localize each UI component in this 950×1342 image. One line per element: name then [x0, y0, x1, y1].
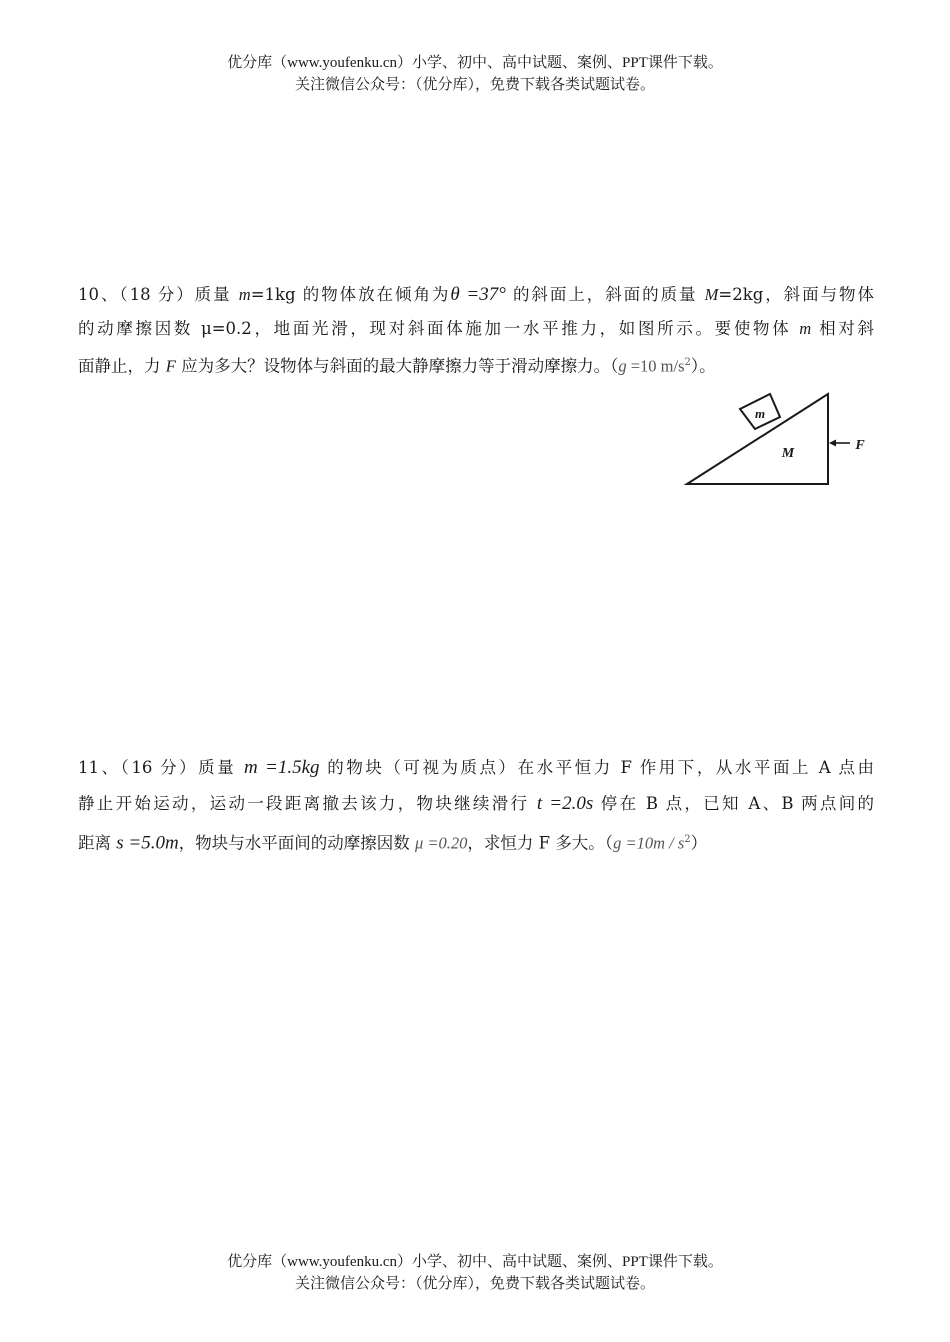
incline-figure	[682, 388, 874, 490]
text: 停在 B 点，已知 A、B 两点间的	[593, 794, 875, 813]
text: 的动摩擦因数 μ=0.2，地面光滑，现对斜面体施加一水平推力，如图所示。要使物体	[78, 319, 800, 338]
text: 距离	[78, 833, 117, 853]
text: ）	[690, 833, 708, 853]
incline-label: M	[781, 446, 795, 461]
text: 10、（18 分）质量	[78, 285, 239, 304]
text: =1kg 的物体放在倾角为	[250, 285, 451, 304]
time-value: t =2.0s	[536, 793, 594, 814]
footer-line-1	[0, 1251, 950, 1273]
math-var: m	[238, 285, 251, 304]
math-var: F	[165, 356, 176, 376]
footer-line-2: 关注微信公众号：（优分库），免费下载各类试题试卷。	[294, 1274, 655, 1292]
text: 面静止，力	[78, 356, 166, 376]
text: 11、（16 分）质量	[78, 758, 244, 777]
force-arrow-head	[829, 440, 836, 447]
text: 相对斜	[811, 319, 874, 338]
footer-text: 课件下载。	[647, 1252, 723, 1270]
exponent: 2	[684, 357, 691, 368]
question-10-line-2	[78, 312, 874, 346]
footer-site-link[interactable]: www.youfenku.cn	[287, 1254, 397, 1270]
header-line-1	[0, 52, 950, 74]
header-site-link[interactable]: www.youfenku.cn	[287, 55, 397, 71]
footer-text: PPT	[622, 1254, 648, 1270]
text: 应为多大？设物体与斜面的最大静摩擦力等于滑动摩擦力。（	[175, 356, 619, 376]
math-var: M	[704, 285, 719, 304]
block-label: m	[754, 406, 766, 421]
gravity-value: g =10m / s	[613, 833, 685, 853]
question-11-line-3	[78, 822, 874, 862]
header-text: 课件下载。	[647, 53, 723, 71]
exponent: 2	[684, 834, 691, 845]
text: ，求恒力 F 多大。（	[467, 833, 614, 853]
page-footer	[0, 1251, 950, 1294]
page-header	[0, 52, 950, 95]
gravity-value: =10 m/s	[626, 356, 685, 376]
header-text: 优分库（	[227, 53, 288, 71]
question-11	[78, 750, 874, 862]
text: =2kg，斜面与物体	[718, 285, 874, 304]
question-10-line-1	[78, 278, 874, 312]
question-11-line-2	[78, 786, 874, 822]
question-11-line-1	[78, 750, 874, 786]
mass-value: m =1.5kg	[244, 757, 320, 778]
math-var: m	[799, 319, 812, 338]
header-text: ）小学、初中、高中试题、案例、	[396, 53, 622, 71]
text: 的物块（可视为质点）在水平恒力 F 作用下，从水平面上 A 点由	[319, 758, 874, 777]
text: 的斜面上，斜面的质量	[505, 285, 705, 304]
footer-text: 优分库（	[227, 1252, 288, 1270]
force-label: F	[855, 438, 865, 453]
friction-coefficient: μ =0.20	[414, 833, 468, 853]
text: ，物块与水平面间的动摩擦因数	[178, 833, 415, 853]
math-var: g	[618, 356, 627, 376]
header-line-2: 关注微信公众号：（优分库），免费下载各类试题试卷。	[294, 75, 655, 93]
angle-value: θ =37°	[450, 284, 506, 305]
distance-value: s =5.0m	[116, 832, 179, 854]
question-10	[78, 278, 874, 384]
text: ）。	[690, 356, 716, 376]
text: 静止开始运动，运动一段距离撤去该力，物块继续滑行	[78, 794, 537, 813]
footer-text: ）小学、初中、高中试题、案例、	[396, 1252, 622, 1270]
question-10-line-3	[78, 346, 874, 384]
header-text: PPT	[622, 55, 648, 71]
